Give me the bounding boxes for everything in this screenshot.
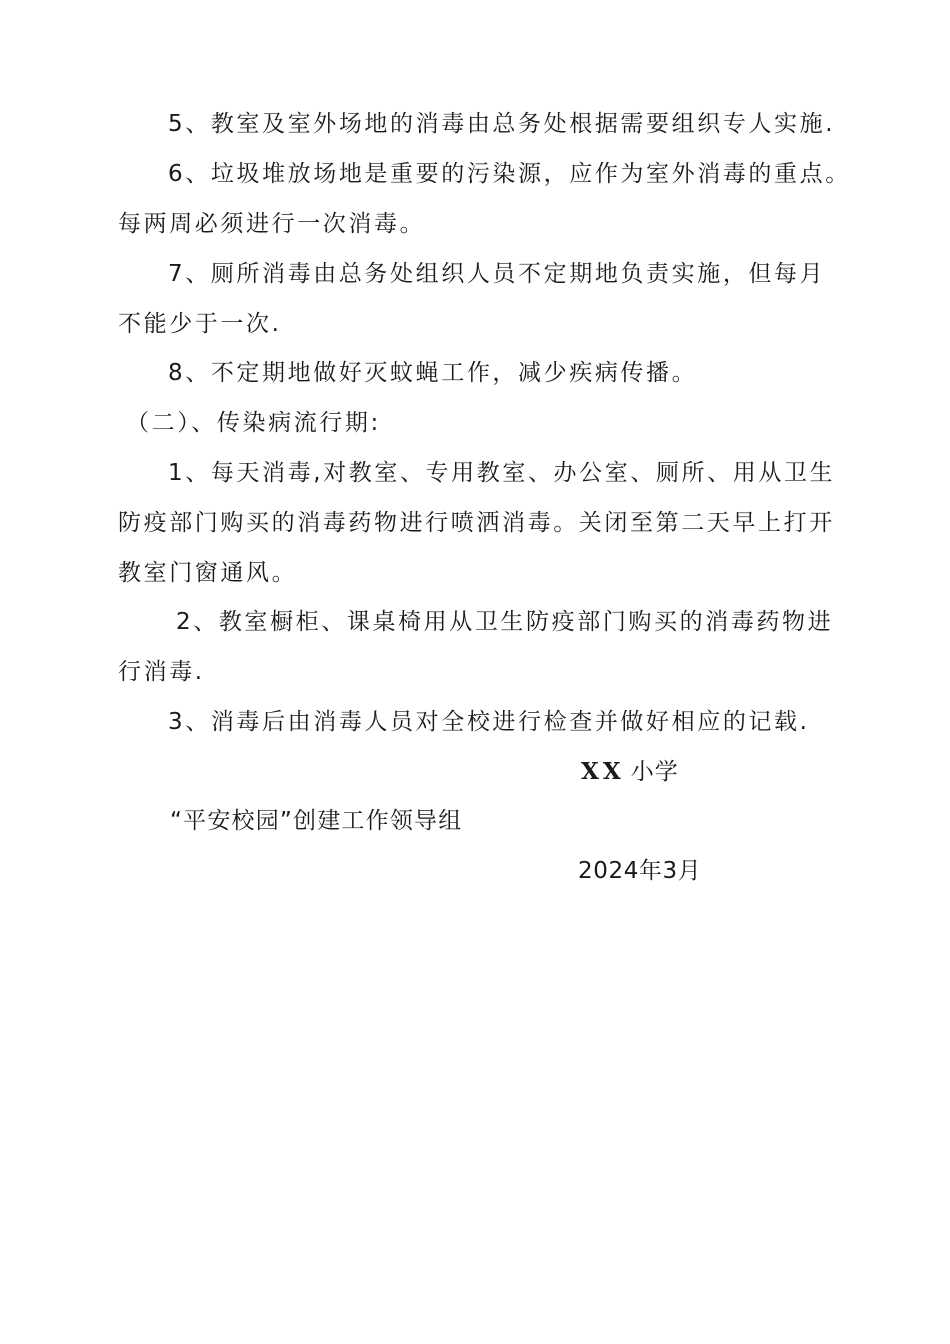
paragraph-line: 6、垃圾堆放场地是重要的污染源，应作为室外消毒的重点。 (168, 161, 851, 187)
paragraph-line: 1、每天消毒,对教室、专用教室、办公室、厕所、用从卫生 (168, 460, 836, 486)
signature-date: 2024年3月 (578, 858, 702, 884)
paragraph-line: 每两周必须进行一次消毒。 (118, 211, 426, 237)
paragraph-line: 教室门窗通风。 (118, 560, 298, 586)
paragraph-line: 2、教室橱柜、课桌椅用从卫生防疫部门购买的消毒药物进 (176, 609, 834, 635)
paragraph-line: 8、不定期地做好灭蚊蝇工作，减少疾病传播。 (168, 360, 698, 386)
school-name-suffix: 小学 (630, 759, 679, 785)
signature-group: “平安校园”创建工作领导组 (170, 808, 463, 834)
paragraph-line: 不能少于一次. (118, 311, 282, 337)
paragraph-line: 5、教室及室外场地的消毒由总务处根据需要组织专人实施. (168, 111, 836, 137)
section-heading: （二）、传染病流行期: (126, 410, 381, 436)
signature-school (581, 757, 679, 787)
school-name-prefix: XX (581, 758, 625, 785)
paragraph-line: 7、厕所消毒由总务处组织人员不定期地负责实施，但每月 (168, 261, 826, 287)
paragraph-line: 行消毒. (118, 659, 205, 685)
paragraph-line: 防疫部门购买的消毒药物进行喷洒消毒。关闭至第二天早上打开 (118, 510, 835, 536)
paragraph-line: 3、消毒后由消毒人员对全校进行检查并做好相应的记载. (168, 709, 810, 735)
